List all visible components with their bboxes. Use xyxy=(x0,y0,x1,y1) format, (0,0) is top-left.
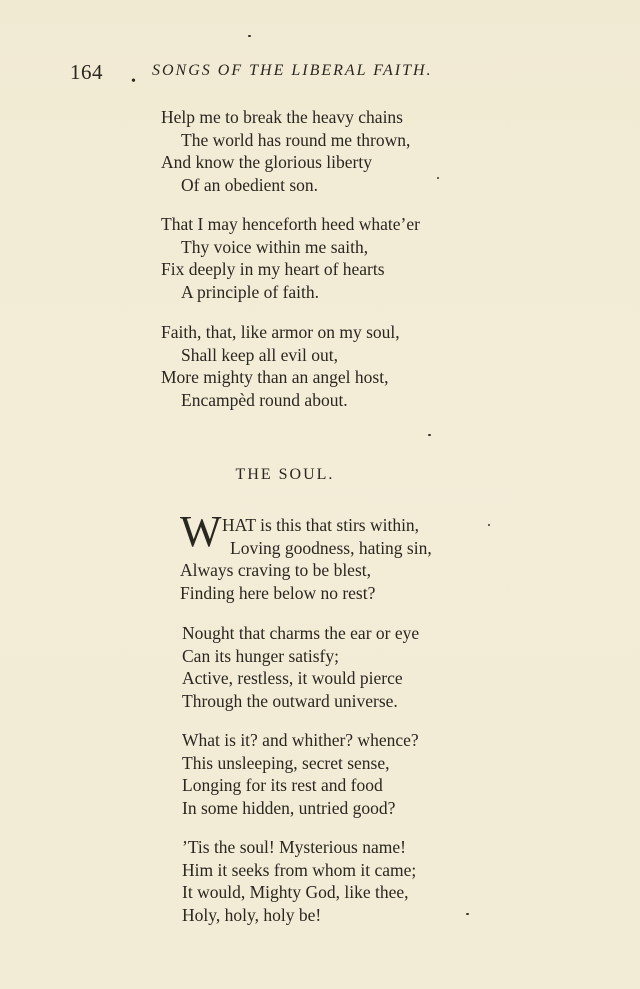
verse-line: Can its hunger satisfy; xyxy=(182,645,339,666)
verse-line: Holy, holy, holy be! xyxy=(182,904,322,925)
verse-line: Active, restless, it would pierce xyxy=(182,668,403,688)
verse-line: Shall keep all evil out, xyxy=(181,344,338,365)
running-head xyxy=(70,60,490,88)
verse-line: Longing for its rest and food xyxy=(182,775,383,795)
verse-line: Always craving to be blest, xyxy=(180,560,371,580)
verse-line: HAT is this that stirs within, xyxy=(222,515,420,535)
drop-cap: W xyxy=(180,507,222,556)
poem-title xyxy=(0,466,640,484)
verse-line: A principle of faith. xyxy=(181,281,320,302)
verse-line: Him it seeks from whom it came; xyxy=(182,859,417,880)
paper-speck xyxy=(248,35,251,37)
verse-line: Faith, that, like armor on my soul, xyxy=(161,322,400,342)
stanza-1 xyxy=(161,106,410,196)
paper-speck xyxy=(437,177,439,179)
poem-stanza-3 xyxy=(182,729,419,819)
poem-title-text: THE SOUL. xyxy=(235,466,335,483)
verse-line: The world has round me thrown, xyxy=(181,129,411,150)
verse-line: Loving goodness, hating sin, xyxy=(230,537,432,558)
verse-line: It would, Mighty God, like thee, xyxy=(182,882,409,902)
paper-speck xyxy=(466,913,469,915)
verse-line: And know the glorious liberty xyxy=(161,152,372,172)
paper-speck xyxy=(428,434,431,436)
verse-line: This unsleeping, secret sense, xyxy=(182,752,390,773)
stanza-3 xyxy=(161,321,400,411)
verse-line: More mighty than an angel host, xyxy=(161,367,389,387)
verse-line: Encampèd round about. xyxy=(181,389,348,410)
verse-line: Of an obedient son. xyxy=(181,174,319,195)
verse-line: ’Tis the soul! Mysterious name! xyxy=(182,837,406,857)
ornament-dot-icon: • xyxy=(131,74,136,89)
page-number: 164 xyxy=(70,60,103,84)
verse-line: What is it? and whither? whence? xyxy=(182,730,419,750)
verse-line: Fix deeply in my heart of hearts xyxy=(161,259,385,279)
poem-stanza-4 xyxy=(182,836,416,926)
poem-stanza-2 xyxy=(182,622,419,712)
verse-line: Finding here below no rest? xyxy=(180,582,376,603)
verse-line: Thy voice within me saith, xyxy=(181,236,369,257)
verse-line: Through the outward universe. xyxy=(182,690,398,711)
running-title: SONGS OF THE LIBERAL FAITH. xyxy=(152,62,433,79)
stanza-2 xyxy=(161,213,420,303)
verse-line: In some hidden, untried good? xyxy=(182,797,396,818)
paper-speck xyxy=(488,524,490,526)
verse-line: That I may henceforth heed whate’er xyxy=(161,214,420,234)
poem-stanza-1 xyxy=(180,507,432,604)
verse-line: Nought that charms the ear or eye xyxy=(182,623,420,643)
verse-line: Help me to break the heavy chains xyxy=(161,107,403,127)
